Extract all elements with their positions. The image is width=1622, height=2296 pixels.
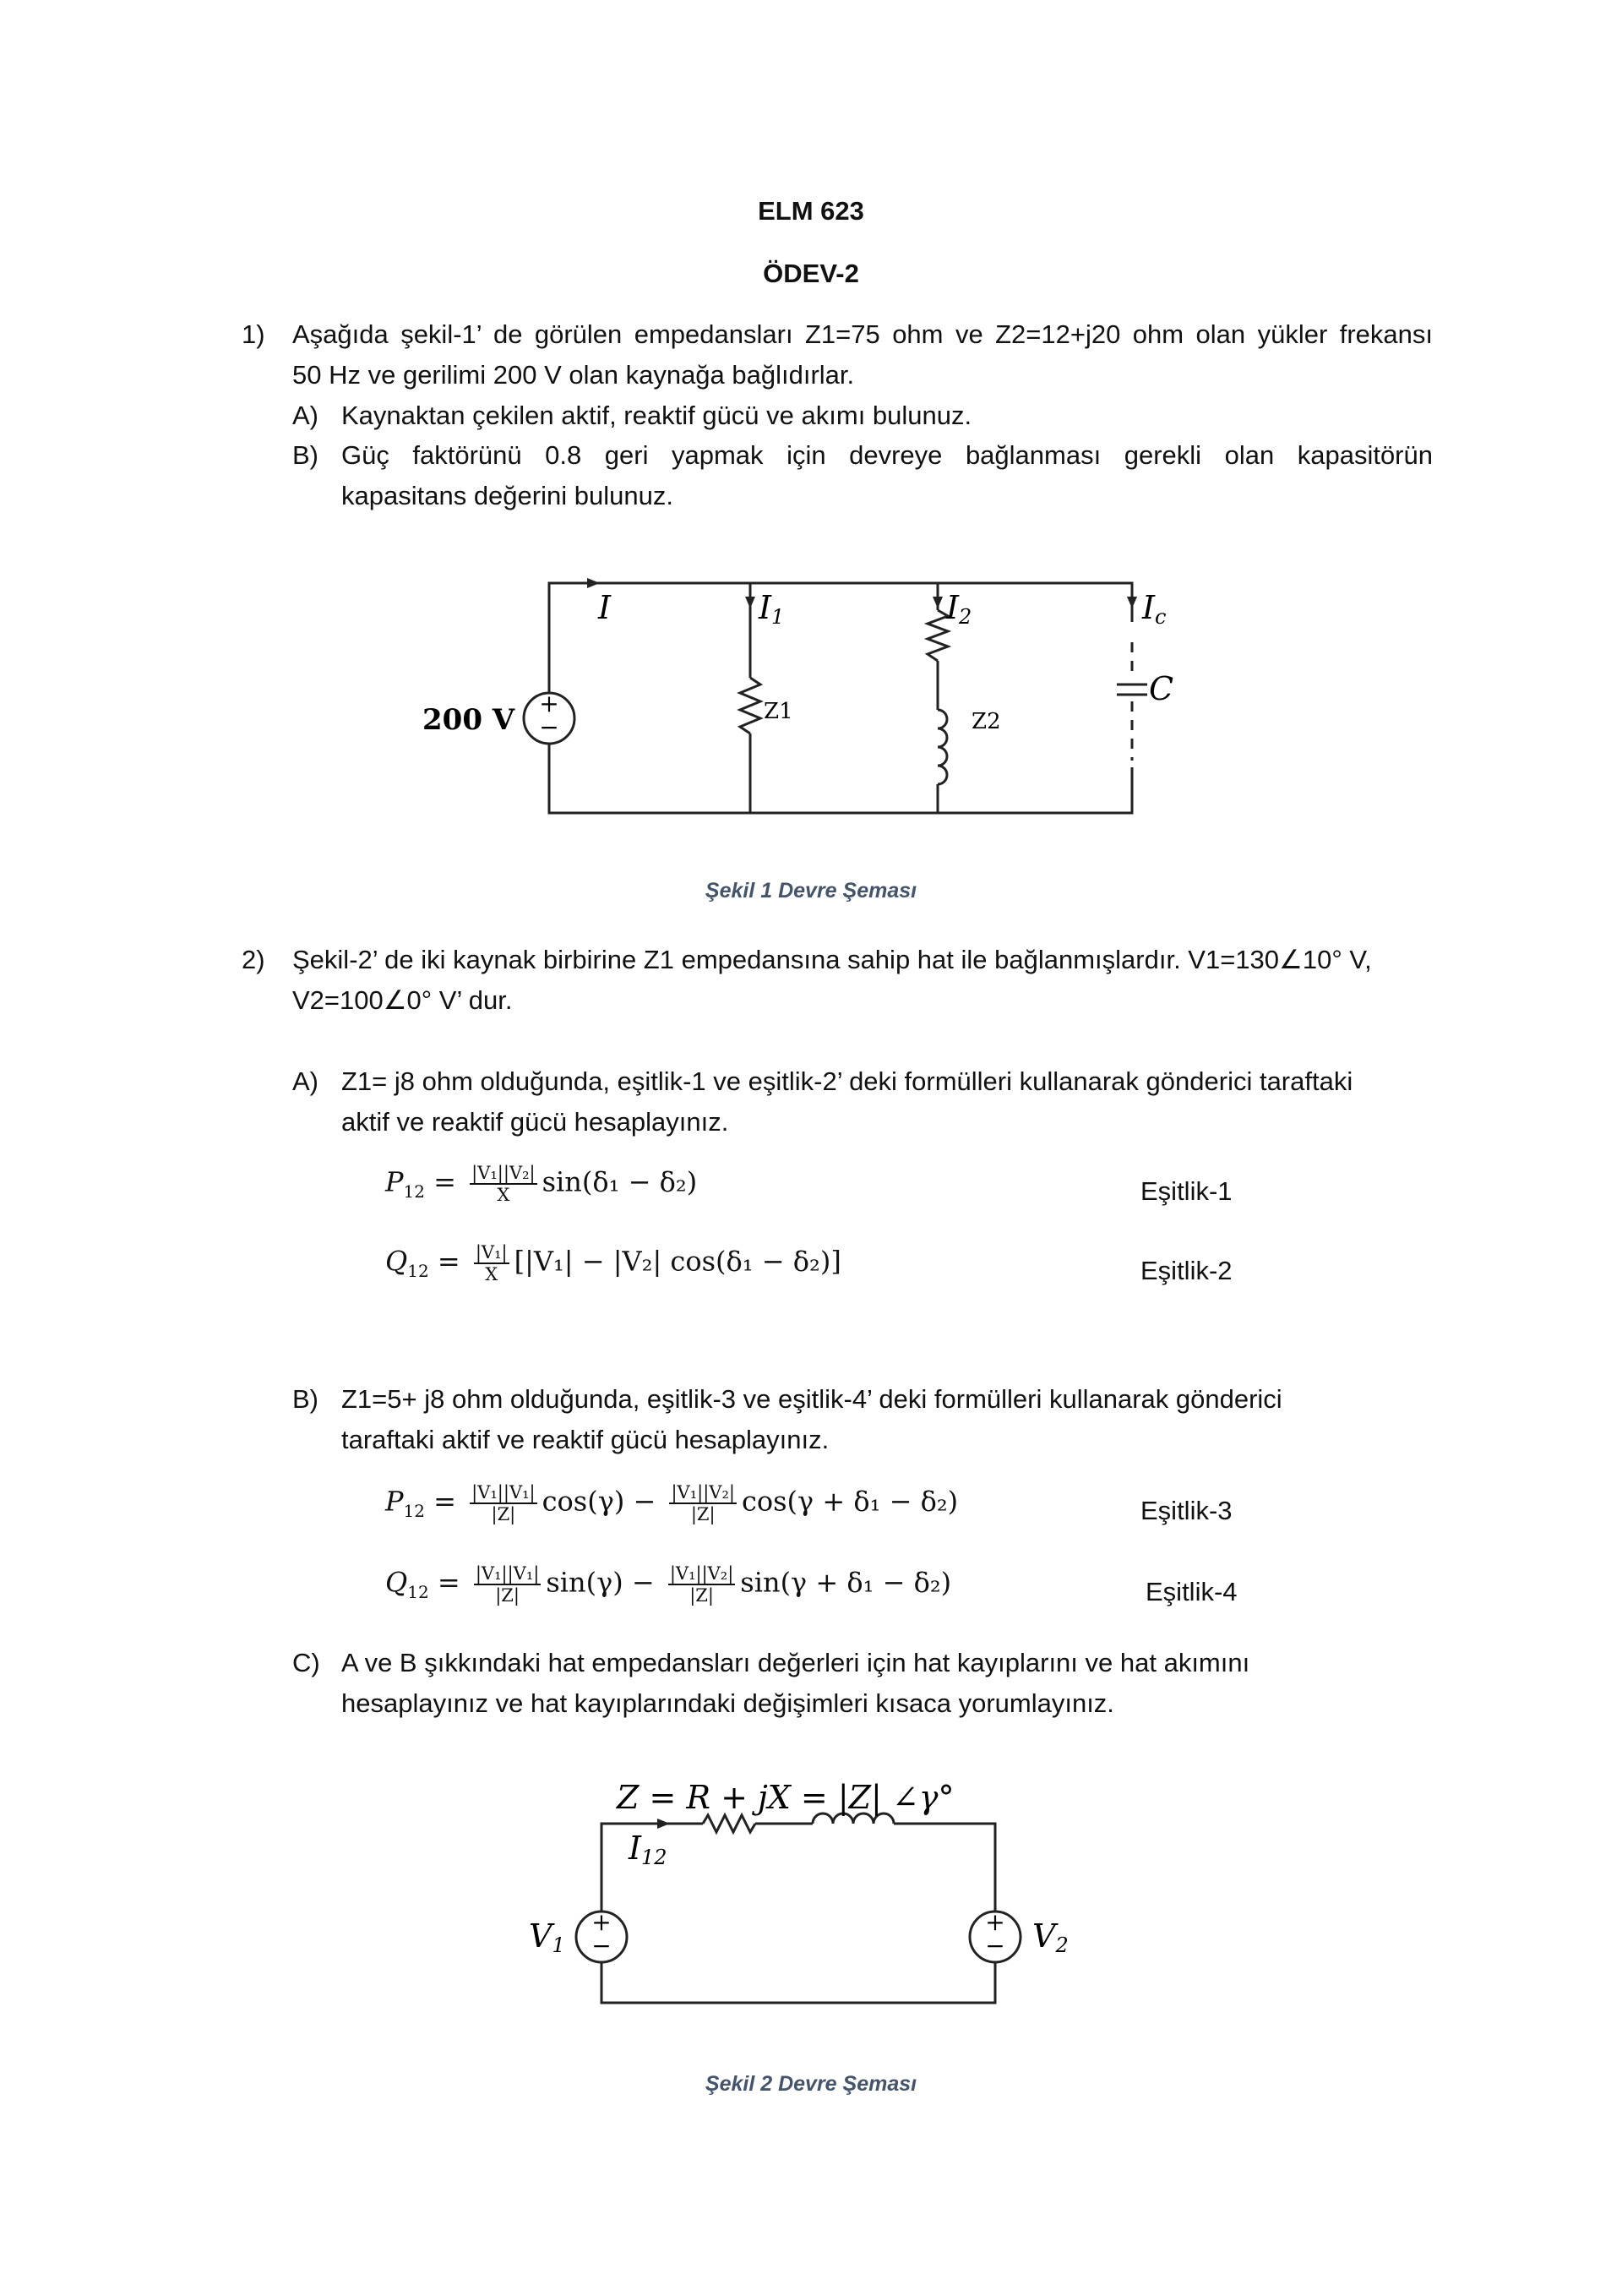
q1-b-line2: kapasitans değerini bulunuz. xyxy=(341,481,673,510)
v1-plus: + xyxy=(591,1908,612,1936)
equation-3: $P_{12}$ = $\frac{\text{|V₁||V₁|}}{|Z|}$ cos(γ) − $\frac{\text{|V₁||V₂|}}{|Z|}$ cos(γ + δ₁ − δ₂) xyxy=(385,1482,959,1524)
v2-minus: − xyxy=(985,1932,1005,1960)
v1-minus: − xyxy=(591,1932,612,1960)
q2-b-line1: Z1=5+ j8 ohm olduğunda, eşitlik-3 ve eşitlik-4’ deki formülleri kullanarak gönderici xyxy=(341,1384,1282,1414)
q1-b-line1: Güç faktörünü 0.8 geri yapmak için devreye bağlanması gerekli olan kapasitörün xyxy=(341,440,1433,470)
label-ic: Ic xyxy=(1142,589,1167,629)
arrow-i2 xyxy=(933,597,943,608)
label-z1: Z1 xyxy=(764,699,793,724)
q2-a-line2: aktif ve reaktif gücü hesaplayınız. xyxy=(341,1107,729,1137)
figure1-circuit xyxy=(389,566,1200,837)
q1-number: 1) xyxy=(242,319,265,349)
impedance-label: Z = R + jX = |Z| ∠γ° xyxy=(617,1779,955,1816)
q1-line2: 50 Hz ve gerilimi 200 V olan kaynağa bağlıdırlar. xyxy=(292,360,855,390)
q2-number: 2) xyxy=(242,945,265,974)
label-i: I xyxy=(598,589,612,626)
equation-2: $Q_{12}$ = $\frac{\text{|V₁|}}{X}$ [|V₁| − |V₂| cos(δ₁ − δ₂)] xyxy=(385,1242,841,1284)
figure2-circuit xyxy=(507,1766,1115,2020)
q1-line1: Aşağıda şekil-1’ de görülen empedansları Z1=75 ohm ve Z2=12+j20 ohm olan yükler frekansı xyxy=(292,319,1433,349)
right-top-wire xyxy=(894,1824,995,1912)
q2-c-line2: hesaplayınız ve hat kayıplarındaki değişimleri kısaca yorumlayınız. xyxy=(341,1688,1114,1718)
label-i1: I1 xyxy=(759,589,785,629)
arrow-i xyxy=(587,578,600,588)
q2-c-label: C) xyxy=(292,1648,320,1677)
label-i2: I2 xyxy=(946,589,972,629)
q2-b-label: B) xyxy=(292,1384,318,1414)
assignment-title: ÖDEV-2 xyxy=(763,259,859,288)
figure1-caption: Şekil 1 Devre Şeması xyxy=(705,879,917,903)
top-wire xyxy=(549,583,1132,693)
q2-c-line1: A ve B şıkkındaki hat empedansları değerleri için hat kayıplarını ve hat akımını xyxy=(341,1648,1250,1677)
q2-line1: Şekil-2’ de iki kaynak birbirine Z1 empedansına sahip hat ile bağlanmışlardır. V1=130∠10° V, xyxy=(292,945,1372,974)
line-resistor xyxy=(703,1815,755,1832)
eq1-label: Eşitlik-1 xyxy=(1140,1176,1233,1206)
arrow-ic xyxy=(1127,597,1137,608)
q2-line2: V2=100∠0° V’ dur. xyxy=(292,985,513,1015)
arrow-i12 xyxy=(657,1819,670,1829)
equation-4: $Q_{12}$ = $\frac{\text{|V₁||V₁|}}{|Z|}$ sin(γ) − $\frac{\text{|V₁||V₂|}}{|Z|}$ sin(γ + δ₁ − δ₂) xyxy=(385,1563,952,1606)
q2-b-line2: taraftaki aktif ve reaktif gücü hesaplayınız. xyxy=(341,1425,830,1454)
figure2-caption: Şekil 2 Devre Şeması xyxy=(705,2072,917,2096)
source-label: 200 V xyxy=(422,703,515,737)
q1-a-text: Kaynaktan çekilen aktif, reaktif gücü ve akımı bulunuz. xyxy=(341,401,972,430)
z2-inductor xyxy=(938,710,947,784)
bottom-wire xyxy=(601,1962,995,2003)
eq3-label: Eşitlik-3 xyxy=(1140,1496,1233,1525)
label-v1: V1 xyxy=(529,1917,565,1957)
course-title: ELM 623 xyxy=(758,196,864,226)
label-i12: I12 xyxy=(629,1830,667,1869)
source-minus: − xyxy=(539,713,559,741)
z1-resistor xyxy=(740,678,760,734)
equation-1: $P_{12}$ = $\frac{\text{|V₁||V₂|}}{X}$ sin(δ₁ − δ₂) xyxy=(385,1163,698,1205)
eq2-label: Eşitlik-2 xyxy=(1140,1256,1233,1285)
q2-a-line1: Z1= j8 ohm olduğunda, eşitlik-1 ve eşitlik-2’ deki formülleri kullanarak gönderici taraftaki xyxy=(341,1066,1353,1096)
arrow-i1 xyxy=(745,597,755,608)
q1-a-label: A) xyxy=(292,401,318,430)
label-v2: V2 xyxy=(1032,1917,1069,1957)
q2-a-label: A) xyxy=(292,1066,318,1096)
z2-resistor xyxy=(928,610,948,661)
label-c: C xyxy=(1149,670,1174,707)
q1-b-label: B) xyxy=(292,440,318,470)
v2-plus: + xyxy=(985,1908,1005,1936)
label-z2: Z2 xyxy=(972,709,1001,734)
source-plus: + xyxy=(539,690,559,717)
eq4-label: Eşitlik-4 xyxy=(1146,1577,1238,1606)
bottom-wire xyxy=(549,744,1132,813)
